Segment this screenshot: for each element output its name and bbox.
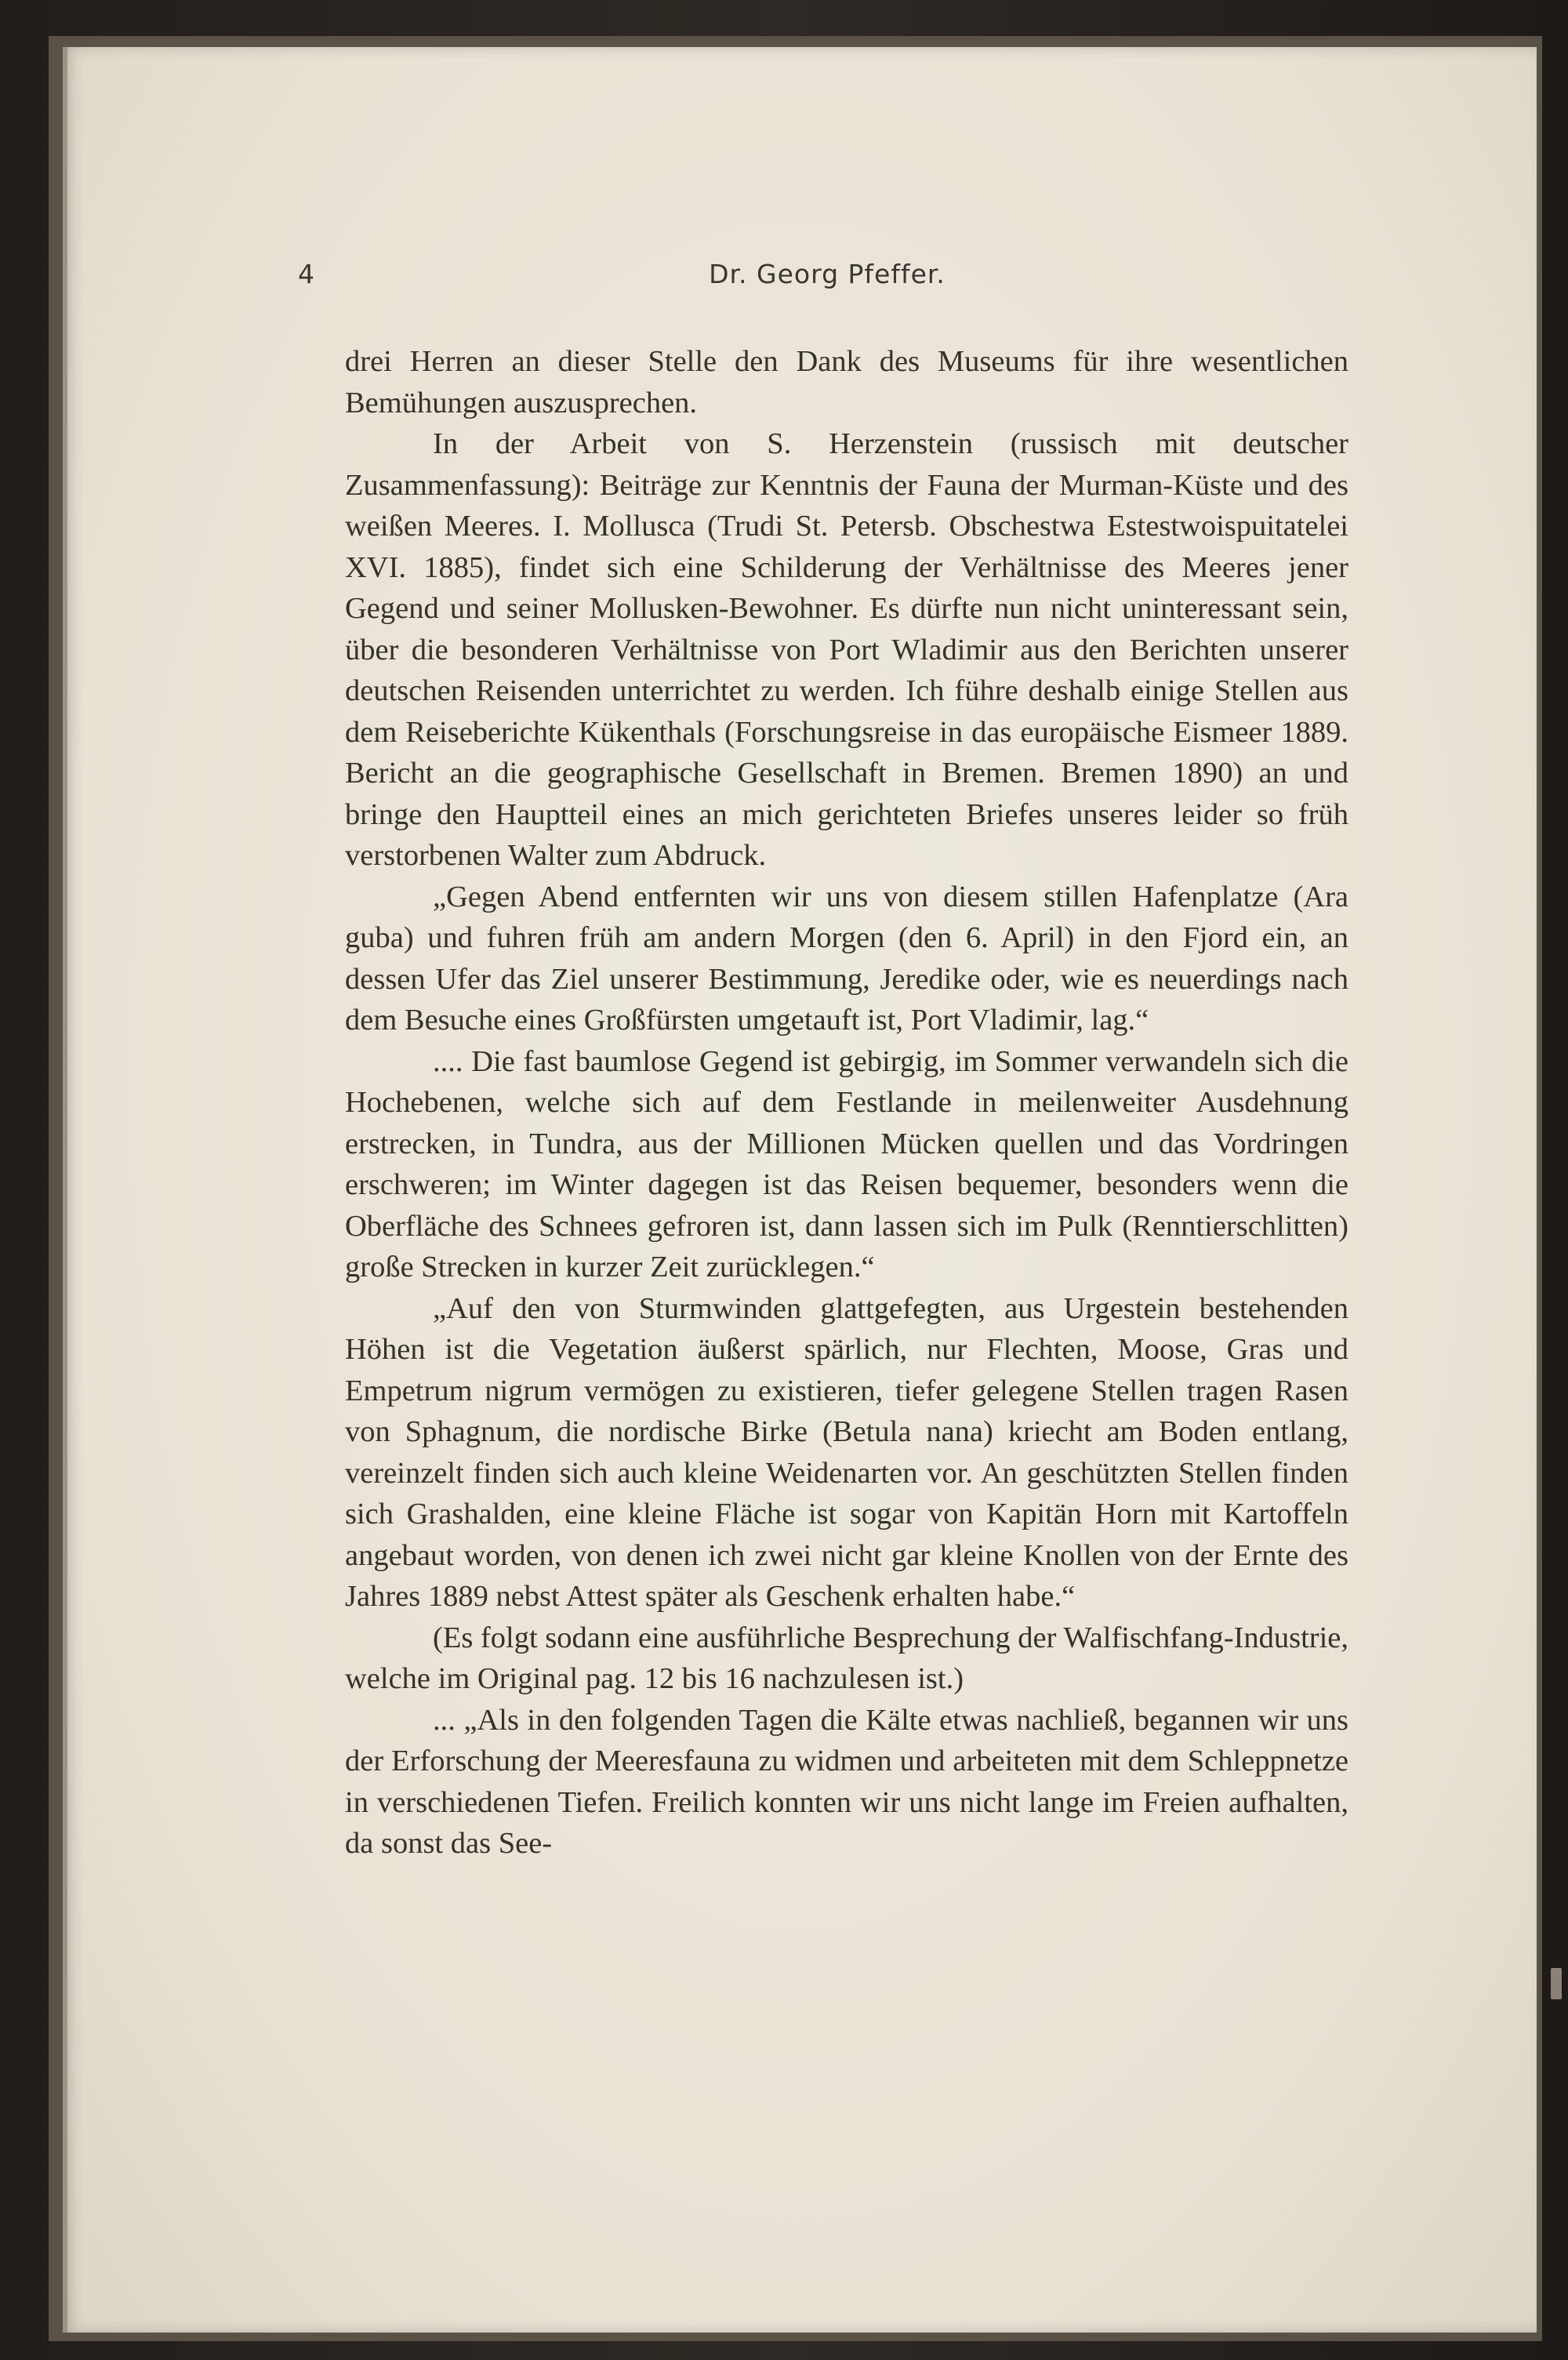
running-header [298,235,1356,289]
paragraph: (Es folgt sodann eine ausführliche Besprechung der Walfischfang-Industrie, welche im Original pag. 12 bis 16 nachzulesen ist.) [345,1621,1348,1695]
page-number: 4 [298,259,314,289]
paragraph: „Gegen Abend entfernten wir uns von diesem stillen Hafenplatze (Ara guba) und fuhren früh am andern Morgen (den 6. April) in den Fjord ein, an dessen Ufer das Ziel unserer Bestimmung, Jeredike oder, wie es neuerdings nach dem Besuche eines Großfürsten umgetauft ist, Port Vladimir, lag.“ [345,880,1348,1037]
paragraph: In der Arbeit von S. Herzenstein (russisch mit deutscher Zusammenfassung): Beiträge zur Kenntnis der Fauna der Murman-Küste und des weißen Meeres. I. Mollusca (Trudi St. Petersb. Obschestwa Estestwoispuitatelei XVI. 1885), findet sich eine Schilderung der Verhältnisse des Meeres jener Gegend und seiner Mollusken-Bewohner. Es dürfte nun nicht uninteressant sein, über die besonderen Verhältnisse von Port Wladimir aus den Berichten unserer deutschen Reisenden unterrichtet zu werden. Ich führe deshalb einige Stellen aus dem Reiseberichte Kükenthals (Forschungsreise in das europäische Eismeer 1889. Bericht an die geographische Gesellschaft in Bremen. Bremen 1890) an und bringe den Hauptteil eines an mich gerichteten Briefes unseres leider so früh verstorbenen Walter zum Abdruck. [345,427,1348,872]
paragraph: .... Die fast baumlose Gegend ist gebirgig, im Sommer verwandeln sich die Hochebenen, welche sich auf dem Festlande in meilenweiter Ausdehnung erstrecken, in Tundra, aus der Millionen Mücken quellen und das Vordringen erschweren; im Winter dagegen ist das Reisen bequemer, besonders wenn die Oberfläche des Schnees gefroren ist, dann lassen sich im Pulk (Renntierschlitten) große Strecken in kurzer Zeit zurücklegen.“ [345,1044,1348,1283]
paragraph: drei Herren an dieser Stelle den Dank des Museums für ihre wesentlichen Bemühungen auszusprechen. [345,345,1348,419]
body-text [345,341,1348,1864]
page-edge-mark [1551,1968,1562,1999]
paragraph: „Auf den von Sturmwinden glattgefegten, aus Urgestein bestehenden Höhen ist die Vegetation äußerst spärlich, nur Flechten, Moose, Gras und Empetrum nigrum vermögen zu existieren, tiefer gelegene Stellen tragen Rasen von Sphagnum, die nordische Birke (Betula nana) kriecht am Boden entlang, vereinzelt finden sich auch kleine Weidenarten vor. An geschützten Stellen finden sich Grashalden, eine kleine Fläche ist sogar von Kapitän Horn mit Kartoffeln angebaut worden, von denen ich zwei nicht gar kleine Knollen von der Ernte des Jahres 1889 nebst Attest später als Geschenk erhalten habe.“ [345,1291,1348,1613]
paragraph: ... „Als in den folgenden Tagen die Kälte etwas nachließ, begannen wir uns der Erforschung der Meeresfauna zu widmen und arbeiteten mit dem Schleppnetze in verschiedenen Tiefen. Freilich konnten wir uns nicht lange im Freien aufhalten, da sonst das See- [345,1703,1348,1860]
binding-edge [63,47,67,2333]
running-title: Dr. Georg Pfeffer. [709,259,946,289]
